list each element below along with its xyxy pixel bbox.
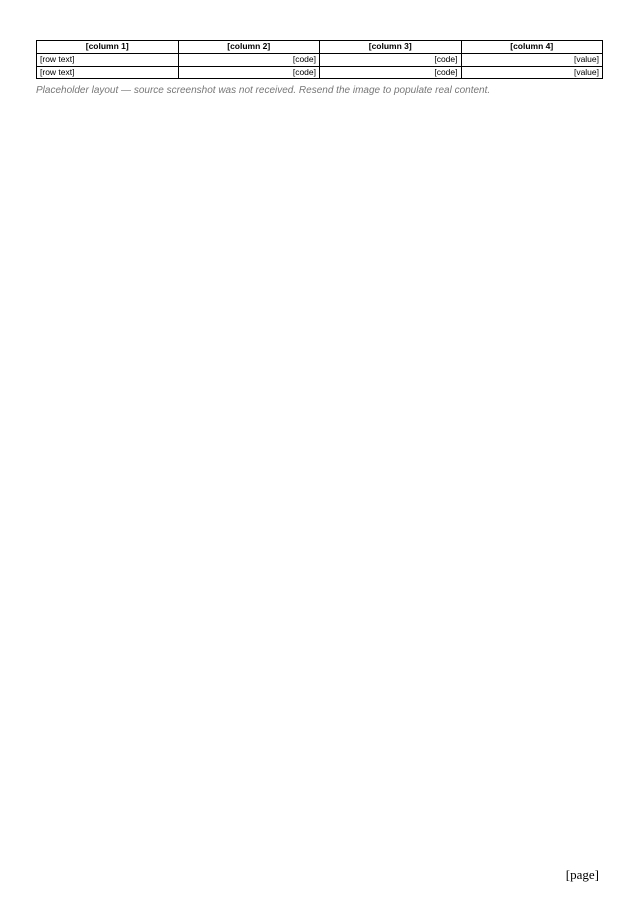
row-label-cell: [row text] (37, 66, 179, 79)
row-value-cell: [code] (320, 66, 462, 79)
row-value-cell: [code] (320, 53, 462, 66)
row-value-cell: [value] (461, 66, 603, 79)
row-value-cell: [value] (461, 53, 603, 66)
table-header-row (37, 41, 603, 54)
row-label-cell: [row text] (37, 53, 179, 66)
table-row (37, 53, 603, 66)
table-header (37, 41, 603, 54)
page-number: [page] (565, 867, 599, 882)
column-header: [column 3] (320, 41, 462, 54)
table-body (37, 53, 603, 79)
column-header: [column 1] (37, 41, 179, 54)
row-value-cell: [code] (178, 66, 320, 79)
placeholder-note: Placeholder layout — source screenshot was not received. Resend the image to populate real content. (36, 85, 491, 97)
budget-table (36, 40, 603, 79)
table-row (37, 66, 603, 79)
row-value-cell: [code] (178, 53, 320, 66)
column-header: [column 4] (461, 41, 603, 54)
column-header: [column 2] (178, 41, 320, 54)
